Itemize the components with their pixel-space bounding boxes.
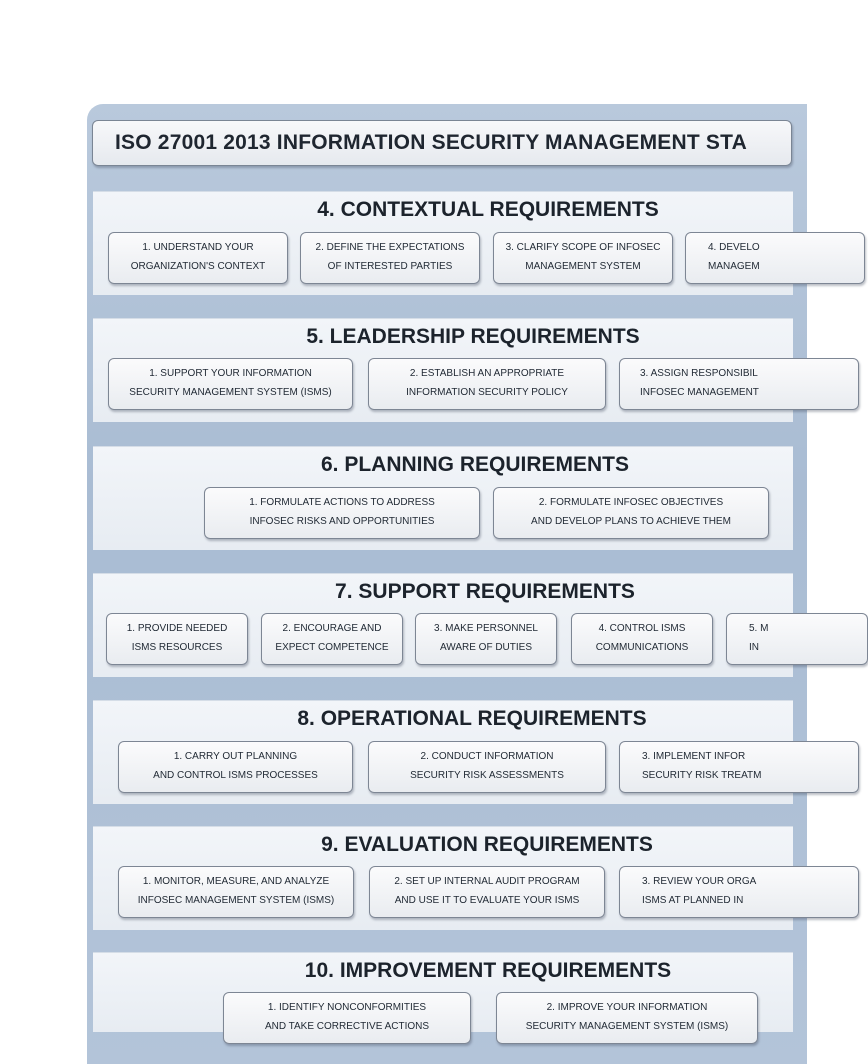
section-operational [93,700,793,804]
requirement-line: INFORMATION SECURITY POLICY [406,387,568,398]
section-support [93,573,793,677]
requirement-line: 1. CARRY OUT PLANNING [173,751,298,762]
requirement-line: AND TAKE CORRECTIVE ACTIONS [264,1021,430,1032]
requirement-box [685,232,865,284]
requirement-line: COMMUNICATIONS [595,642,689,653]
requirement-line: SECURITY MANAGEMENT SYSTEM (ISMS) [129,387,332,398]
requirement-box [368,358,606,410]
requirement-line: INFOSEC MANAGEMENT [640,387,759,398]
section-heading: 8. OPERATIONAL REQUIREMENTS [297,707,647,730]
requirement-line: AND DEVELOP PLANS TO ACHIEVE THEM [531,516,731,527]
requirement-line: 2. ENCOURAGE AND [282,623,382,634]
requirement-line: ISMS RESOURCES [131,642,223,653]
section-heading: 6. PLANNING REQUIREMENTS [320,453,630,476]
requirement-box [118,741,353,793]
section-heading: 9. EVALUATION REQUIREMENTS [321,833,653,856]
requirement-line: AND CONTROL ISMS PROCESSES [153,770,318,781]
requirement-line: INFOSEC MANAGEMENT SYSTEM (ISMS) [137,895,335,906]
section-heading: 10. IMPROVEMENT REQUIREMENTS [304,959,672,982]
section-evaluation [93,826,793,930]
requirement-line: 4. DEVELO [708,242,760,253]
requirement-line: EXPECT COMPETENCE [275,642,389,653]
requirement-line: 3. ASSIGN RESPONSIBIL [640,368,758,379]
section-contextual [93,191,793,295]
section-heading: 4. CONTEXTUAL REQUIREMENTS [317,198,659,221]
requirement-line: INFOSEC RISKS AND OPPORTUNITIES [249,516,435,527]
requirement-box [261,613,403,665]
requirement-line: 5. M [749,623,769,634]
requirement-box [300,232,480,284]
requirement-line: OF INTERESTED PARTIES [327,261,453,272]
diagram-title: ISO 27001 2013 INFORMATION SECURITY MANAGEMENT STA [115,131,747,154]
requirement-line: 2. IMPROVE YOUR INFORMATION [546,1002,708,1013]
requirement-line: 1. IDENTIFY NONCONFORMITIES [267,1002,427,1013]
requirement-line: 2. ESTABLISH AN APPROPRIATE [409,368,565,379]
requirement-box [368,741,606,793]
requirement-line: IN [749,642,759,653]
requirement-line: 2. FORMULATE INFOSEC OBJECTIVES [538,497,724,508]
requirement-box [204,487,480,539]
requirement-box [619,866,859,918]
requirement-box [415,613,557,665]
requirement-box [493,232,673,284]
requirement-line: 3. MAKE PERSONNEL [434,623,538,634]
requirement-box [571,613,713,665]
requirement-line: 1. UNDERSTAND YOUR [142,242,254,253]
requirement-line: MANAGEM [708,261,760,272]
requirement-box [106,613,248,665]
requirement-line: 1. SUPPORT YOUR INFORMATION [149,368,312,379]
diagram-title-bar [92,120,792,166]
requirement-line: SECURITY RISK ASSESSMENTS [410,770,564,781]
section-improvement [93,952,793,1032]
requirement-box [223,992,471,1044]
requirement-line: AND USE IT TO EVALUATE YOUR ISMS [394,895,580,906]
requirement-box [108,358,353,410]
requirement-box [619,741,859,793]
section-leadership [93,318,793,422]
requirement-box [369,866,605,918]
requirement-box [496,992,758,1044]
requirement-line: 2. CONDUCT INFORMATION [420,751,554,762]
requirement-line: 3. CLARIFY SCOPE OF INFOSEC [505,242,661,253]
requirement-line: 4. CONTROL ISMS [598,623,686,634]
requirement-box [108,232,288,284]
section-heading: 5. LEADERSHIP REQUIREMENTS [306,325,640,348]
requirement-box [118,866,354,918]
requirement-line: 3. IMPLEMENT INFOR [642,751,746,762]
requirement-line: ORGANIZATION'S CONTEXT [130,261,266,272]
requirement-line: SECURITY RISK TREATM [642,770,762,781]
requirement-line: 1. PROVIDE NEEDED [126,623,228,634]
section-heading: 7. SUPPORT REQUIREMENTS [335,580,635,603]
requirement-line: 1. FORMULATE ACTIONS TO ADDRESS [249,497,435,508]
requirement-box [619,358,859,410]
requirement-line: AWARE OF DUTIES [439,642,533,653]
requirement-box [493,487,769,539]
requirement-line: 1. MONITOR, MEASURE, AND ANALYZE [142,876,330,887]
requirement-line: 2. DEFINE THE EXPECTATIONS [315,242,465,253]
requirement-line: SECURITY MANAGEMENT SYSTEM (ISMS) [525,1021,729,1032]
requirement-box [726,613,868,665]
requirement-line: 2. SET UP INTERNAL AUDIT PROGRAM [394,876,580,887]
requirement-line: MANAGEMENT SYSTEM [525,261,641,272]
requirement-line: 3. REVIEW YOUR ORGA [642,876,757,887]
section-planning [93,446,793,550]
requirement-line: ISMS AT PLANNED IN [642,895,744,906]
